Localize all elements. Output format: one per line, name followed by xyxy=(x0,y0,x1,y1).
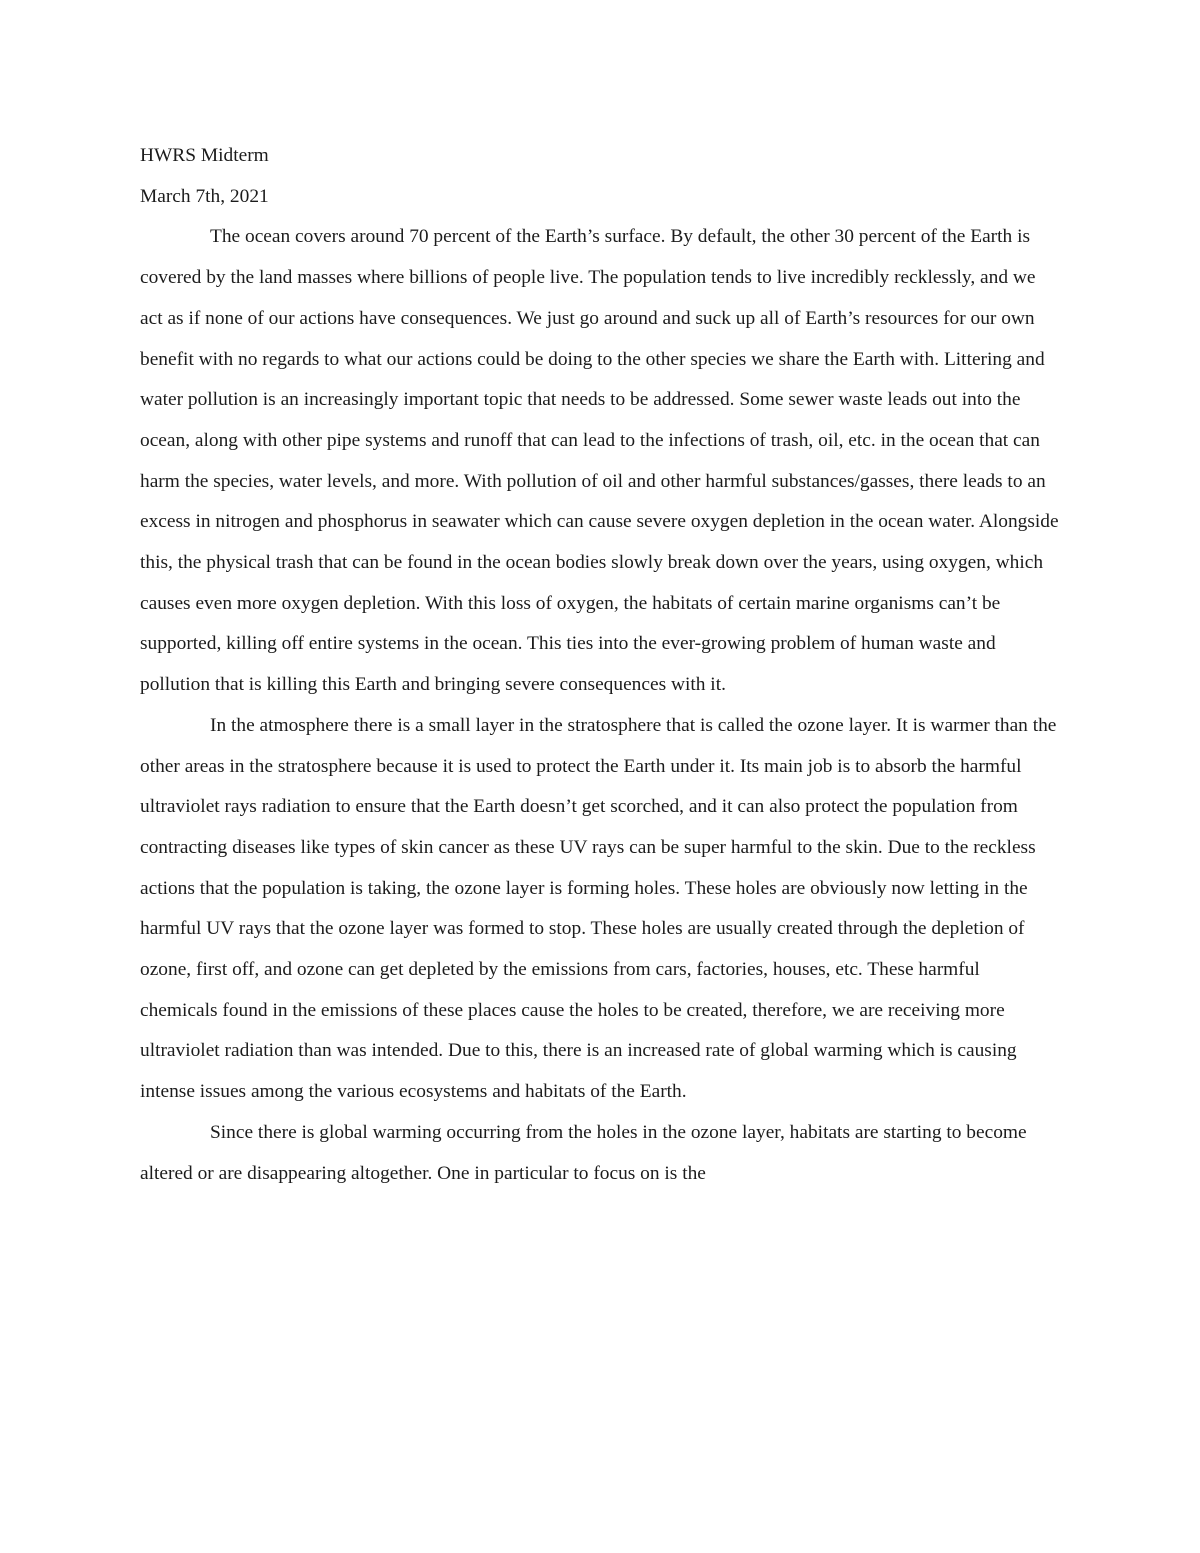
paragraph-ozone-layer: In the atmosphere there is a small layer in the stratosphere that is called the ozone layer. It is warmer than the other areas in the stratosphere because it is used to protect the Earth under it. Its main job is to absorb the harmful ultraviolet rays radiation to ensure that the Earth doesn’t get scorched, and it can also protect the population from contracting diseases like types of skin cancer as these UV rays can be super harmful to the skin. Due to the reckless actions that the population is taking, the ozone layer is forming holes. These holes are obviously now letting in the harmful UV rays that the ozone layer was formed to stop. These holes are usually created through the depletion of ozone, first off, and ozone can get depleted by the emissions from cars, factories, houses, etc. These harmful chemicals found in the emissions of these places cause the holes to be created, therefore, we are receiving more ultraviolet radiation than was intended. Due to this, there is an increased rate of global warming which is causing intense issues among the various ecosystems and habitats of the Earth. xyxy=(140,714,1057,1103)
document-body xyxy=(140,136,1060,1194)
document-title: HWRS Midterm xyxy=(140,145,269,166)
document-date: March 7th, 2021 xyxy=(140,185,269,207)
paragraph-ocean-pollution: The ocean covers around 70 percent of the Earth’s surface. By default, the other 30 percent of the Earth is covered by the land masses where billions of people live. The population tends to live incredibly recklessly, and we act as if none of our actions have consequences. We just go around and suck up all of Earth’s resources for our own benefit with no regards to what our actions could be doing to the other species we share the Earth with. Littering and water pollution is an increasingly important topic that needs to be addressed. Some sewer waste leads out into the ocean, along with other pipe systems and runoff that can lead to the infections of trash, oil, etc. in the ocean that can harm the species, water levels, and more. With pollution of oil and other harmful substances/gasses, there leads to an excess in nitrogen and phosphorus in seawater which can cause severe oxygen depletion in the ocean water. Alongside this, the physical trash that can be found in the ocean bodies slowly break down over the years, using oxygen, which causes even more oxygen depletion. With this loss of oxygen, the habitats of certain marine organisms can’t be supported, killing off entire systems in the ocean. This ties into the ever-growing problem of human waste and pollution that is killing this Earth and bringing severe consequences with it. xyxy=(140,226,1059,696)
paragraph-global-warming: Since there is global warming occurring from the holes in the ozone layer, habitats are starting to become altered or are disappearing altogether. One in particular to focus on is the xyxy=(140,1121,1027,1184)
